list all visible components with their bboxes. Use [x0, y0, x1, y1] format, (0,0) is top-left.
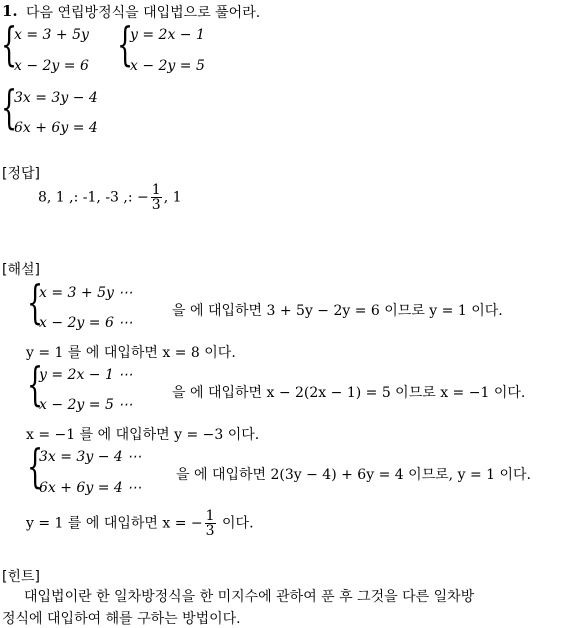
expl-line3-prefix: y = 1 를 에 대입하면 x = − — [26, 515, 203, 532]
expl-block3-text: 을 에 대입하면 2(3y − 4) + 6y = 4 이므로, y = 1 이다. — [176, 467, 531, 483]
expl-block1-text: 을 에 대입하면 3 + 5y − 2y = 6 이므로 y = 1 이다. — [172, 303, 503, 319]
brace-left-icon: { — [27, 439, 44, 493]
expl-line3-fraction — [205, 509, 216, 538]
expl-line3 — [26, 509, 254, 538]
answer-suffix: , 1 — [163, 189, 182, 206]
answer-prefix: 8, 1 ,: -1, -3 ,: − — [38, 189, 149, 206]
explanation-header: [해설] — [2, 262, 40, 278]
hint-line1: 대입법이란 한 일차방정식을 한 미지수에 관하여 푼 후 그것을 다른 일차방 — [24, 589, 475, 605]
system1-eq1: x = 3 + 5y — [14, 27, 89, 43]
brace-left-icon: { — [27, 357, 44, 411]
system3-eq2: 6x + 6y = 4 — [14, 120, 98, 136]
hint-header: [힌트] — [2, 569, 40, 585]
answer-line — [38, 183, 182, 212]
system2-eq1: y = 2x − 1 — [130, 27, 205, 43]
answer-fraction-denominator: 3 — [151, 197, 161, 213]
system3-eq1: 3x = 3y − 4 — [14, 90, 98, 106]
expl-line3-suffix: 이다. — [222, 515, 254, 532]
expl-block1-eq1: x = 3 + 5y ⋯ — [39, 285, 133, 301]
answer-fraction — [151, 183, 162, 212]
expl-block3-eq2: 6x + 6y = 4 ⋯ — [39, 480, 142, 496]
expl-line2: x = −1 를 에 대입하면 y = −3 이다. — [26, 427, 260, 443]
expl-block3-eq1: 3x = 3y − 4 ⋯ — [39, 449, 142, 465]
system1-eq2: x − 2y = 6 — [14, 58, 89, 74]
expl-block2-eq2: x − 2y = 5 ⋯ — [39, 397, 133, 413]
brace-left-icon: { — [27, 275, 44, 329]
expl-block1-eq2: x − 2y = 6 ⋯ — [39, 315, 133, 331]
expl-block2-text: 을 에 대입하면 x − 2(2x − 1) = 5 이므로 x = −1 이다. — [172, 385, 526, 401]
system2-eq2: x − 2y = 5 — [130, 58, 205, 74]
expl-line3-fraction-numerator: 1 — [205, 508, 215, 524]
answer-fraction-numerator: 1 — [151, 182, 161, 198]
expl-block2-eq1: y = 2x − 1 ⋯ — [39, 367, 133, 383]
brace-left-icon: { — [117, 17, 134, 71]
problem-number: 1. — [2, 2, 18, 20]
answer-header: [정답] — [2, 166, 40, 182]
problem-instruction: 다음 연립방정식을 대입법으로 풀어라. — [26, 5, 261, 21]
brace-left-icon: { — [1, 80, 18, 134]
expl-line1: y = 1 를 에 대입하면 x = 8 이다. — [26, 345, 236, 361]
brace-left-icon: { — [1, 17, 18, 71]
hint-line2: 정식에 대입하여 해를 구하는 방법이다. — [2, 611, 241, 627]
expl-line3-fraction-denominator: 3 — [205, 523, 215, 539]
